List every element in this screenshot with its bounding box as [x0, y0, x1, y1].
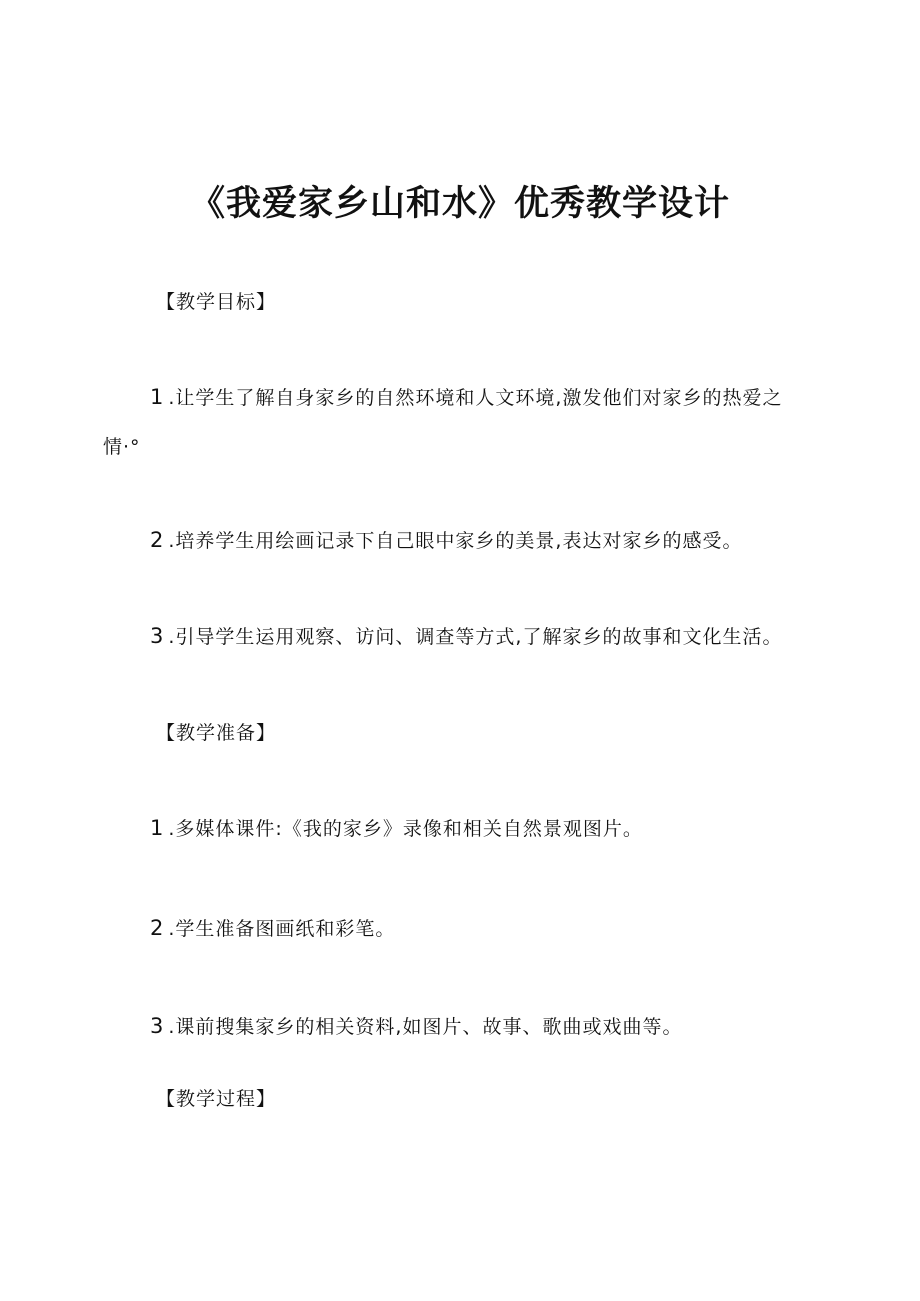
objective-item-1	[150, 383, 782, 410]
item-text: .引导学生运用观察、访问、调查等方式,了解家乡的故事和文化生活。	[168, 626, 783, 648]
item-number: 2	[150, 528, 165, 552]
objective-item-1-continuation: 情·°	[103, 436, 141, 458]
item-text: .课前搜集家乡的相关资料,如图片、故事、歌曲或戏曲等。	[168, 1016, 683, 1038]
item-text: .培养学生用绘画记录下自己眼中家乡的美景,表达对家乡的感受。	[168, 530, 743, 552]
item-number: 1	[150, 816, 165, 840]
item-number: 1	[150, 385, 165, 409]
item-text: .学生准备图画纸和彩笔。	[168, 918, 396, 940]
item-text: .多媒体课件:《我的家乡》录像和相关自然景观图片。	[168, 818, 643, 840]
objective-item-2	[150, 526, 742, 553]
item-number: 3	[150, 1014, 165, 1038]
document-title: 《我爱家乡山和水》优秀教学设计	[189, 184, 730, 224]
item-number: 3	[150, 624, 165, 648]
section-heading-objectives: 【教学目标】	[156, 291, 277, 313]
preparation-item-1	[150, 814, 643, 841]
preparation-item-3	[150, 1012, 682, 1039]
preparation-item-2	[150, 914, 395, 941]
objective-item-3	[150, 622, 782, 649]
item-number: 2	[150, 916, 165, 940]
section-heading-preparation: 【教学准备】	[156, 722, 277, 744]
section-heading-process: 【教学过程】	[156, 1088, 277, 1110]
item-text: .让学生了解自身家乡的自然环境和人文环境,激发他们对家乡的热爱之	[168, 387, 783, 409]
